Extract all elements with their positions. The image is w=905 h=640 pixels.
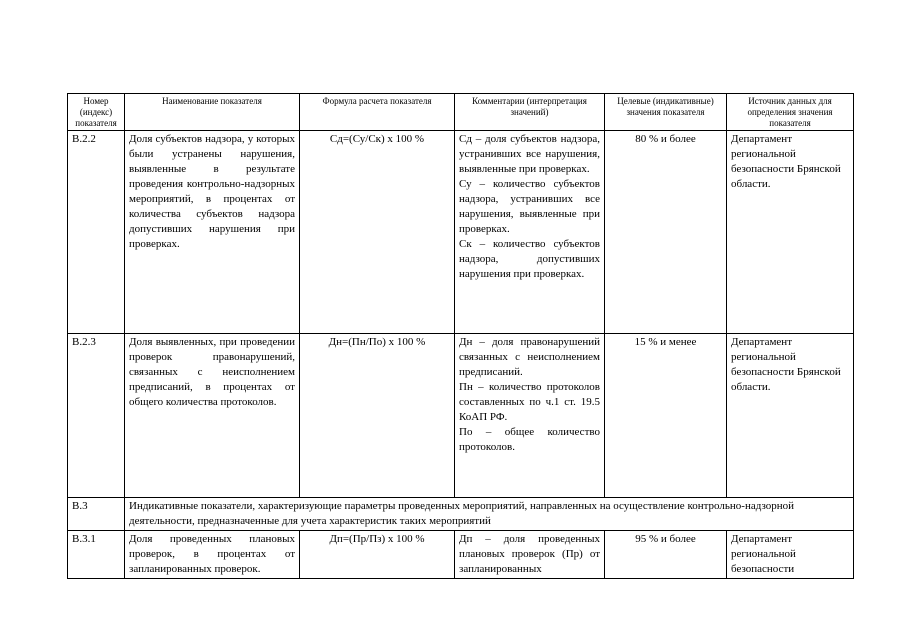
header-comment: Комментарии (интерпретация значений) [455,94,605,131]
header-name: Наименование показателя [125,94,300,131]
row-name: Доля проведенных плановых проверок, в процентах от запланированных проверок. [125,531,300,579]
row-formula: Дн=(Пн/По) х 100 % [300,334,455,498]
header-target: Целевые (индикативные) значения показателя [605,94,727,131]
header-index: Номер (индекс) показателя [68,94,125,131]
row-name: Доля субъектов надзора, у которых были устранены нарушения, выявленные в результате проведения контрольно-надзорных мероприятий, в процентах от количества субъектов надзора допустивших нарушения при проверках. [125,131,300,334]
table-header-row [68,94,854,131]
row-index: В.2.2 [68,131,125,334]
section-title: Индикативные показатели, характеризующие параметры проведенных мероприятий, направленных на осуществление контрольно-надзорной деятельности, предназначенные для учета характеристик таких мероприятий [125,498,854,531]
row-source: Департамент региональной безопасности [727,531,854,579]
row-index: В.3.1 [68,531,125,579]
row-target: 95 % и более [605,531,727,579]
comment-line: Пн – количество протоколов составленных по ч.1 ст. 19.5 КоАП РФ. [459,381,600,423]
row-formula: Дп=(Пр/Пз) х 100 % [300,531,455,579]
row-formula: Сд=(Су/Ск) х 100 % [300,131,455,334]
header-source: Источник данных для определения значения показателя [727,94,854,131]
row-name: Доля выявленных, при проведении проверок правонарушений, связанных с неисполнением предписаний, в процентах от общего количества протоколов. [125,334,300,498]
row-comment: Дп – доля проведенных плановых проверок (Пр) от запланированных [455,531,605,579]
table-row [68,531,854,579]
table-row [68,131,854,334]
comment-line: По – общее количество протоколов. [459,426,600,453]
row-index: В.2.3 [68,334,125,498]
row-source: Департамент региональной безопасности Брянской области. [727,131,854,334]
indicators-table [67,93,854,579]
section-row [68,498,854,531]
row-target: 15 % и менее [605,334,727,498]
section-index: В.3 [68,498,125,531]
row-comment [455,334,605,498]
comment-line: Ск – количество субъектов надзора, допустивших нарушения при проверках. [459,238,600,280]
comment-line: Сд – доля субъектов надзора, устранивших все нарушения, выявленные при проверках. [459,133,600,175]
row-comment [455,131,605,334]
comment-line: Дн – доля правонарушений связанных с неисполнением предписаний. [459,336,600,378]
row-target: 80 % и более [605,131,727,334]
header-formula: Формула расчета показателя [300,94,455,131]
table-row [68,334,854,498]
row-source: Департамент региональной безопасности Брянской области. [727,334,854,498]
comment-line: Су – количество субъектов надзора, устранивших все нарушения, выявленные при проверках. [459,178,600,235]
